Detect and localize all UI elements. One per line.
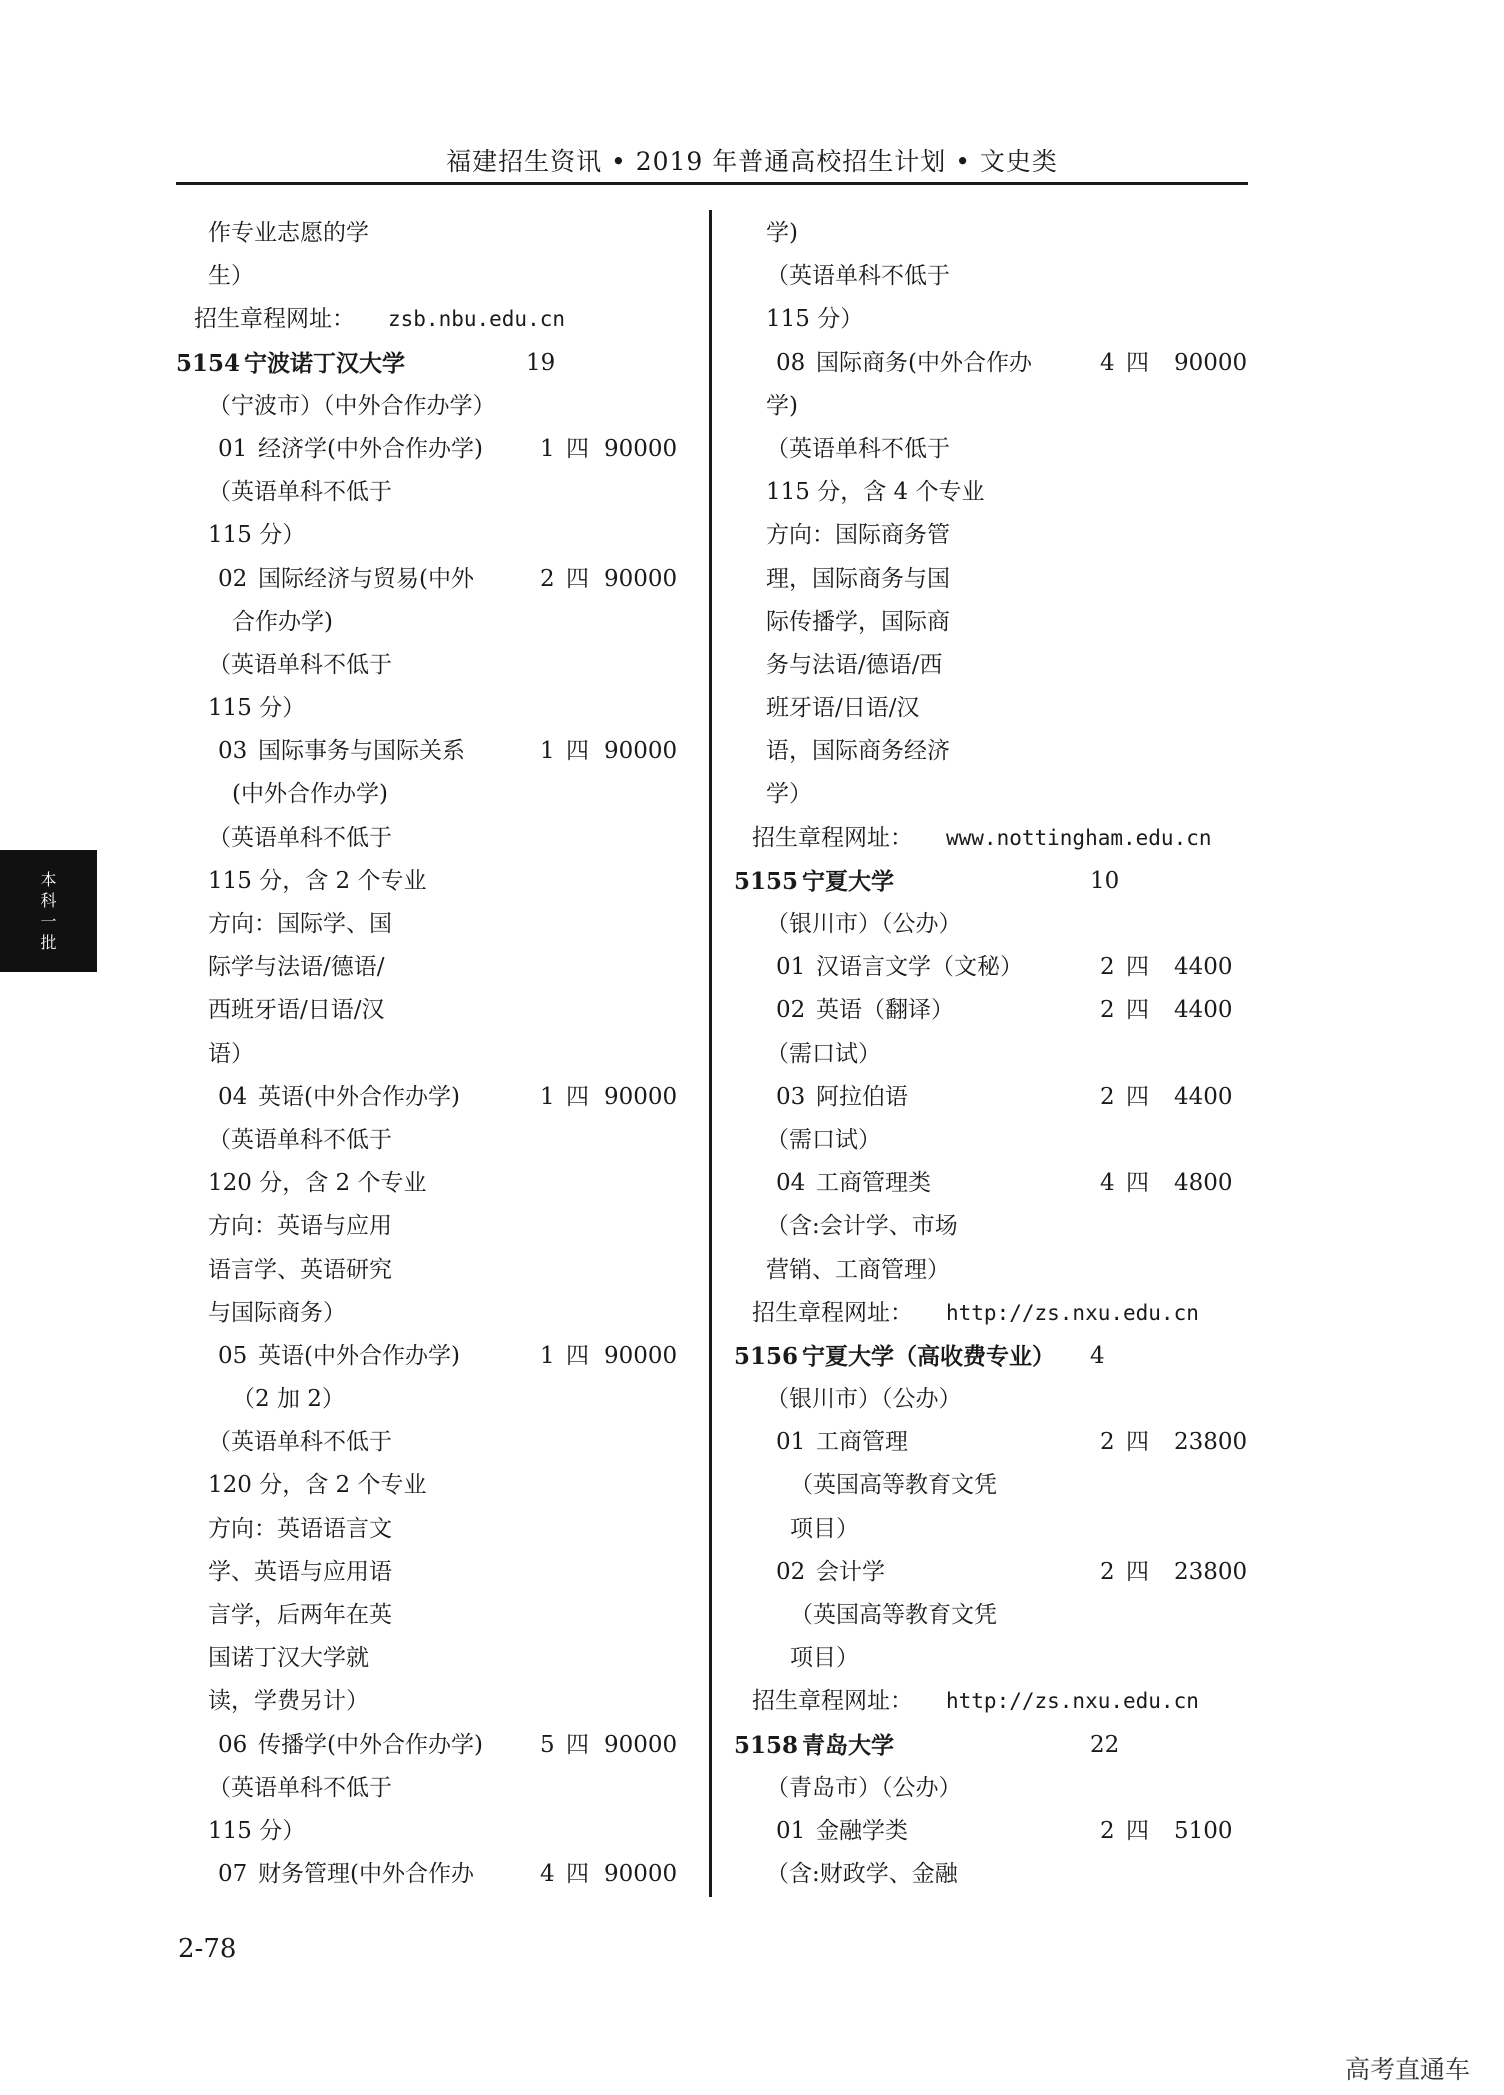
- note-text: 方向：英语与应用: [208, 1213, 392, 1240]
- tuition-fee: 4400: [1174, 954, 1233, 981]
- note-text: 国诺丁汉大学就: [208, 1645, 369, 1672]
- major-name: 工商管理: [816, 1429, 908, 1456]
- major-name: 会计学: [816, 1558, 885, 1585]
- charter-url-link[interactable]: http://zs.nxu.edu.cn: [946, 1689, 1199, 1714]
- note-text: 班牙语/日语/汉: [766, 695, 920, 722]
- tuition-fee: 90000: [604, 1342, 678, 1369]
- plan-count: 1: [540, 738, 555, 765]
- plan-count: 2: [1100, 954, 1115, 981]
- tuition-fee: 90000: [604, 435, 678, 462]
- institution-code: 5154: [176, 349, 241, 377]
- note-text: 115 分，含 2 个专业: [208, 867, 427, 894]
- note-text: （英语单科不低于: [208, 1126, 392, 1153]
- institution-location: （青岛市）（公办）: [766, 1774, 962, 1801]
- note-text: 120 分，含 2 个专业: [208, 1472, 427, 1499]
- tuition-fee: 4800: [1174, 1170, 1233, 1197]
- major-name: 国际商务(中外合作办: [816, 349, 1032, 376]
- plan-count: 2: [1100, 997, 1115, 1024]
- major-name: 经济学(中外合作办学): [258, 435, 483, 462]
- note-text: 读，学费另计）: [208, 1688, 369, 1715]
- note-text: 西班牙语/日语/汉: [208, 997, 385, 1024]
- note-text: 作专业志愿的学: [208, 220, 369, 246]
- note-text: 115 分）: [766, 306, 864, 333]
- duration-years: 四: [566, 1342, 589, 1369]
- note-text: （英语单科不低于: [208, 1429, 392, 1456]
- note-text: （英语单科不低于: [208, 824, 392, 851]
- institution-name: 青岛大学: [802, 1731, 894, 1759]
- major-name-continued: (中外合作办学): [232, 781, 388, 808]
- major-code: 03: [218, 738, 248, 765]
- plan-count: 1: [540, 1342, 555, 1369]
- major-code: 02: [776, 997, 806, 1024]
- institution-location: （宁波市）（中外合作办学）: [208, 392, 496, 419]
- institution-code: 5155: [734, 867, 799, 895]
- note-text: 学): [766, 220, 798, 246]
- note-text: （英语单科不低于: [766, 435, 950, 462]
- institution-name: 宁夏大学（高收费专业）: [802, 1342, 1055, 1370]
- major-name-continued: （2 加 2）: [232, 1386, 345, 1413]
- side-section-tab: [0, 850, 97, 972]
- plan-count: 2: [1100, 1083, 1115, 1110]
- note-text: 生）: [208, 263, 254, 290]
- note-text: 115 分）: [208, 522, 306, 549]
- note-text: 115 分，含 4 个专业: [766, 479, 985, 506]
- tuition-fee: 90000: [1174, 349, 1248, 376]
- note-text: 学): [766, 392, 798, 419]
- major-code: 01: [218, 435, 248, 462]
- duration-years: 四: [566, 565, 589, 592]
- duration-years: 四: [566, 738, 589, 765]
- note-text: 120 分，含 2 个专业: [208, 1170, 427, 1197]
- major-code: 01: [776, 1817, 806, 1844]
- major-name: 国际事务与国际关系: [258, 738, 465, 765]
- running-header: 福建招生资讯 • 2019 年普通高校招生计划 • 文史类: [446, 147, 1058, 176]
- note-text: 学）: [766, 781, 812, 808]
- charter-url-label: 招生章程网址：: [752, 1299, 913, 1326]
- duration-years: 四: [1126, 349, 1149, 376]
- plan-total: 4: [1090, 1342, 1105, 1369]
- plan-count: 4: [1100, 1170, 1115, 1197]
- plan-count: 4: [1100, 349, 1115, 376]
- note-text: 方向：国际商务管: [766, 522, 950, 549]
- note-text: （含:会计学、市场: [766, 1213, 958, 1240]
- major-name: 汉语言文学（文秘）: [816, 954, 1023, 981]
- duration-years: 四: [1126, 954, 1149, 981]
- duration-years: 四: [1126, 1817, 1149, 1844]
- major-name: 国际经济与贸易(中外: [258, 565, 474, 592]
- note-text: 语言学、英语研究: [208, 1256, 392, 1283]
- note-text: （英语单科不低于: [766, 263, 950, 290]
- charter-url-link[interactable]: zsb.nbu.edu.cn: [388, 307, 566, 332]
- major-name: 金融学类: [816, 1817, 908, 1844]
- major-code: 04: [218, 1083, 248, 1110]
- note-text: 理，国际商务与国: [766, 565, 950, 592]
- note-text: 方向：国际学、国: [208, 911, 392, 937]
- watermark: 高考直通车: [1344, 2055, 1470, 2084]
- note-text: 学、英语与应用语: [208, 1558, 392, 1585]
- major-code: 03: [776, 1083, 806, 1110]
- plan-count: 1: [540, 435, 555, 462]
- page-number: 2-78: [178, 1934, 237, 1964]
- tuition-fee: 23800: [1174, 1558, 1248, 1585]
- plan-count: 2: [1100, 1817, 1115, 1844]
- note-text: （含:财政学、金融: [766, 1861, 958, 1888]
- note-text: （需口试）: [766, 1040, 881, 1067]
- note-text: 营销、工商管理）: [766, 1256, 950, 1283]
- major-name-continued: （英国高等教育文凭: [790, 1602, 997, 1628]
- note-text: 际学与法语/德语/: [208, 954, 385, 981]
- institution-location: （银川市）（公办）: [766, 1386, 962, 1413]
- plan-count: 2: [540, 565, 555, 592]
- duration-years: 四: [1126, 997, 1149, 1024]
- major-code: 02: [218, 565, 248, 592]
- note-text: 115 分）: [208, 1817, 306, 1844]
- tuition-fee: 4400: [1174, 997, 1233, 1024]
- note-text: 务与法语/德语/西: [766, 651, 943, 678]
- duration-years: 四: [1126, 1083, 1149, 1110]
- duration-years: 四: [1126, 1558, 1149, 1585]
- duration-years: 四: [566, 435, 589, 462]
- duration-years: 四: [566, 1731, 589, 1758]
- tuition-fee: 90000: [604, 1861, 678, 1888]
- note-text: 言学，后两年在英: [208, 1602, 392, 1628]
- institution-name: 宁波诺丁汉大学: [244, 349, 405, 377]
- charter-url-label: 招生章程网址：: [752, 1688, 913, 1715]
- plan-count: 4: [540, 1861, 555, 1888]
- duration-years: 四: [566, 1083, 589, 1110]
- duration-years: 四: [1126, 1429, 1149, 1456]
- charter-url-label: 招生章程网址：: [194, 306, 355, 333]
- plan-count: 5: [540, 1731, 555, 1758]
- major-code: 06: [218, 1731, 248, 1758]
- note-text: 方向：英语语言文: [208, 1515, 392, 1542]
- tuition-fee: 5100: [1174, 1817, 1233, 1844]
- tuition-fee: 90000: [604, 738, 678, 765]
- major-code: 04: [776, 1170, 806, 1197]
- note-text: （需口试）: [766, 1126, 881, 1153]
- major-name-continued: 项目）: [790, 1515, 859, 1542]
- duration-years: 四: [1126, 1170, 1149, 1197]
- major-code: 01: [776, 1429, 806, 1456]
- note-text: 语，国际商务经济: [766, 738, 950, 765]
- note-text: 语）: [208, 1040, 254, 1067]
- major-name: 传播学(中外合作办学): [258, 1731, 483, 1758]
- major-name-continued: （英国高等教育文凭: [790, 1472, 997, 1499]
- major-code: 08: [776, 349, 806, 376]
- charter-url-link[interactable]: http://zs.nxu.edu.cn: [946, 1300, 1199, 1325]
- major-name: 英语（翻译）: [816, 997, 954, 1024]
- side-tab-label: 本科一批: [40, 870, 57, 952]
- tuition-fee: 4400: [1174, 1083, 1233, 1110]
- major-name: 阿拉伯语: [816, 1083, 908, 1110]
- plan-count: 2: [1100, 1558, 1115, 1585]
- institution-name: 宁夏大学: [802, 867, 894, 895]
- tuition-fee: 90000: [604, 565, 678, 592]
- charter-url-link[interactable]: www.nottingham.edu.cn: [946, 825, 1212, 850]
- institution-location: （银川市）（公办）: [766, 911, 962, 937]
- major-name: 财务管理(中外合作办: [258, 1861, 474, 1888]
- tuition-fee: 90000: [604, 1083, 678, 1110]
- major-name-continued: 合作办学): [232, 608, 333, 635]
- header-rule: [176, 182, 1248, 185]
- major-name: 英语(中外合作办学): [258, 1083, 460, 1110]
- plan-total: 10: [1090, 867, 1120, 894]
- note-text: （英语单科不低于: [208, 1774, 392, 1801]
- plan-total: 22: [1090, 1731, 1120, 1758]
- note-text: 际传播学，国际商: [766, 608, 950, 635]
- column-divider: [709, 210, 712, 1897]
- note-text: （英语单科不低于: [208, 651, 392, 678]
- major-name: 工商管理类: [816, 1170, 931, 1197]
- institution-code: 5158: [734, 1731, 799, 1759]
- plan-count: 2: [1100, 1429, 1115, 1456]
- major-code: 01: [776, 954, 806, 981]
- note-text: 115 分）: [208, 695, 306, 722]
- major-code: 05: [218, 1342, 248, 1369]
- plan-total: 19: [526, 349, 556, 376]
- major-name-continued: 项目）: [790, 1645, 859, 1672]
- duration-years: 四: [566, 1861, 589, 1888]
- institution-code: 5156: [734, 1342, 799, 1370]
- major-code: 07: [218, 1861, 248, 1888]
- tuition-fee: 90000: [604, 1731, 678, 1758]
- plan-count: 1: [540, 1083, 555, 1110]
- note-text: 与国际商务）: [208, 1299, 346, 1326]
- tuition-fee: 23800: [1174, 1429, 1248, 1456]
- major-name: 英语(中外合作办学): [258, 1342, 460, 1369]
- charter-url-label: 招生章程网址：: [752, 824, 913, 851]
- note-text: （英语单科不低于: [208, 479, 392, 506]
- major-code: 02: [776, 1558, 806, 1585]
